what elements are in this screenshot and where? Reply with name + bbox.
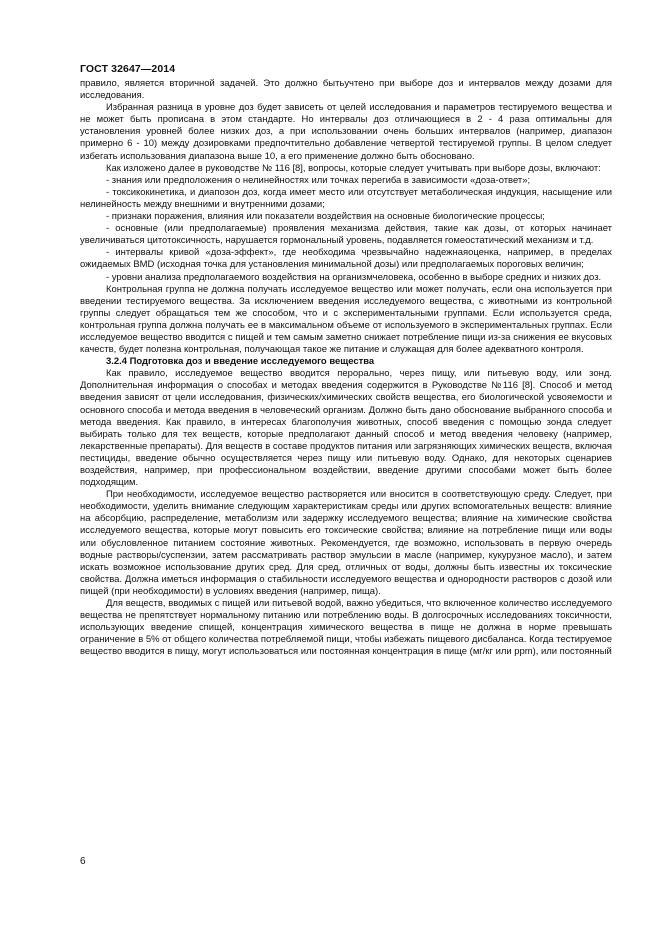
paragraph-control-group: Контрольная группа не должна получать исследуемое вещество или может получать, если она используется при введении тестируемого вещества. За исключением введения исследуемого вещества, с животными из контрольной группы следует обращаться тем же способом, что и с экспериментальными группами. Если используется среда, контрольная группа должна получать ее в максимальном объеме от используемого в экспериментальных группах. Если исследуемое вещество вводится с пищей и тем самым заметно снижает потребление пищи из-за снижения ее вкусовых качеств, будет полезна контрольная, получающая такое же питание и служащая для более адекватного контроля. [80, 283, 612, 356]
section-heading-3-2-4: 3.2.4 Подготовка доз и введение исследуемого вещества [106, 356, 375, 368]
list-item-exposure-levels: - уровни анализа предполагаемого воздействия на организмчеловека, особенно в выборе средних и низких доз. [106, 271, 602, 283]
list-item-mechanism: - основные (или предполагаемые) проявления механизма действия, такие как дозы, от которых начинает увеличиваться цитотоксичность, нарушается гормональный уровень, подавляется гомеостатический механизм и т.д. [80, 223, 612, 247]
paragraph-2: Избранная разница в уровне доз будет зависеть от целей исследования и параметров тестируемого вещества и не может быть прописана в этом стандарте. Но интервалы доз отличающиеся в 2 - 4 раза оптимальны для установления уровней более низких доз, а при использовании очень больших интервалов (например, диапазон примерно 6 - 10) между дозировками предпочтительно добавление четвертой тестируемой группы. В целом следует избегать использования диапазона выше 10, а его применение должно быть обосновано. [80, 102, 612, 162]
paragraph-diet-water: Для веществ, вводимых с пищей или питьевой водой, важно убедиться, что включенное количество исследуемого вещества не препятствует нормальному питанию или потреблению воды. В долгосрочных исследованиях токсичности, использующих введение спищей, концентрация химического вещества в пище не должна в норме превышать ограничение в 5% от общего количества потребляемой пищи, чтобы избежать пищевого дисбаланса. Когда тестируемое вещество вводится в пищу, могут использоваться или постоянная концентрация в пище (мг/кг или ppm), или постоянный [80, 598, 612, 658]
paragraph-3: Как изложено далее в руководстве № 116 [8], вопросы, которые следует учитывать при выборе дозы, включают: [106, 162, 601, 174]
paragraph-vehicle: При необходимости, исследуемое вещество растворяется или вносится в соответствующую среду. Следует, при необходимости, уделить внимание следующим характеристикам среды или других вспомогательных веществ: влияние на абсорбцию, распределение, метаболизм или задержку исследуемого вещества; влияние на химические свойства исследуемого вещества, которые могут повысить его токсические свойства; влияние на потребление пищи или воды или обусловленное питанием состояние животных. Рекомендуется, где возможно, использовать в первую очередь водные растворы/суспензии, затем рассматривать раствор эмульсии в масле (например, кукурузное масло), и затем искать возможное использование других сред. Для сред, отличных от воды, должны быть известны их токсические свойства. Должна иметься информация о стабильности исследуемого вещества и однородности растворов с дозой или пищей (при необходимости) в условиях введения (например, пища). [80, 489, 612, 597]
list-item-toxicokinetics: - токсикокинетика, и диапозон доз, когда имеет место или отсутствует метаболическая индукция, насыщение или нелинейность между внешними и внутренними дозами; [80, 186, 612, 210]
list-item-lesion-signs: - признаки поражения, влияния или показатели воздействия на основные биологические процессы; [106, 211, 545, 223]
paragraph-administration-route: Как правило, исследуемое вещество вводится перорально, через пищу, или питьевую воду, или зонд. Дополнительная информация о способах и методах введения содержится в Руководстве №116 [8]. Способ и метод введения зависят от цели исследования, физических/химических свойств вещества, его биологической усвояемости и основного способа и метода введения в человеческий организм. Должно быть дано обоснование выбранного способа и метода введения. Как правило, в интересах благополучия животных, способ введения с помощью зонда следует выбирать только для тех веществ, которые предполагают данный способ и метод введения человеку (например, лекарственные препараты). Для веществ в составе продуктов питания или загрязняющих химических веществ, включая пестициды, введение обычно осуществляется через пищу или питьевую воду. Однако, для некоторых сценариев воздействия, например, при профессиональном воздействии, введение другими способами может быть более подходящим. [80, 368, 612, 489]
page-number: 6 [80, 856, 86, 867]
page-header-standard-number: ГОСТ 32647—2014 [80, 63, 176, 75]
document-body [80, 78, 612, 659]
paragraph-1: правило, является вторичной задачей. Это должно бытьучтено при выборе доз и интервалов между дозами для исследования. [80, 78, 612, 102]
list-item-dose-response: - знания или предположения о нелинейностях или точках перегиба в зависимости «доза-ответ»; [106, 174, 531, 186]
list-item-curve-intervals: - интервалы кривой «доза-эффект», где необходима чрезвычайно надежнаяоценка, например, в пределах ожидаемых BMD (исходная точка для установления минимальной дозы) или предполагаемых пороговых величин; [80, 247, 612, 271]
